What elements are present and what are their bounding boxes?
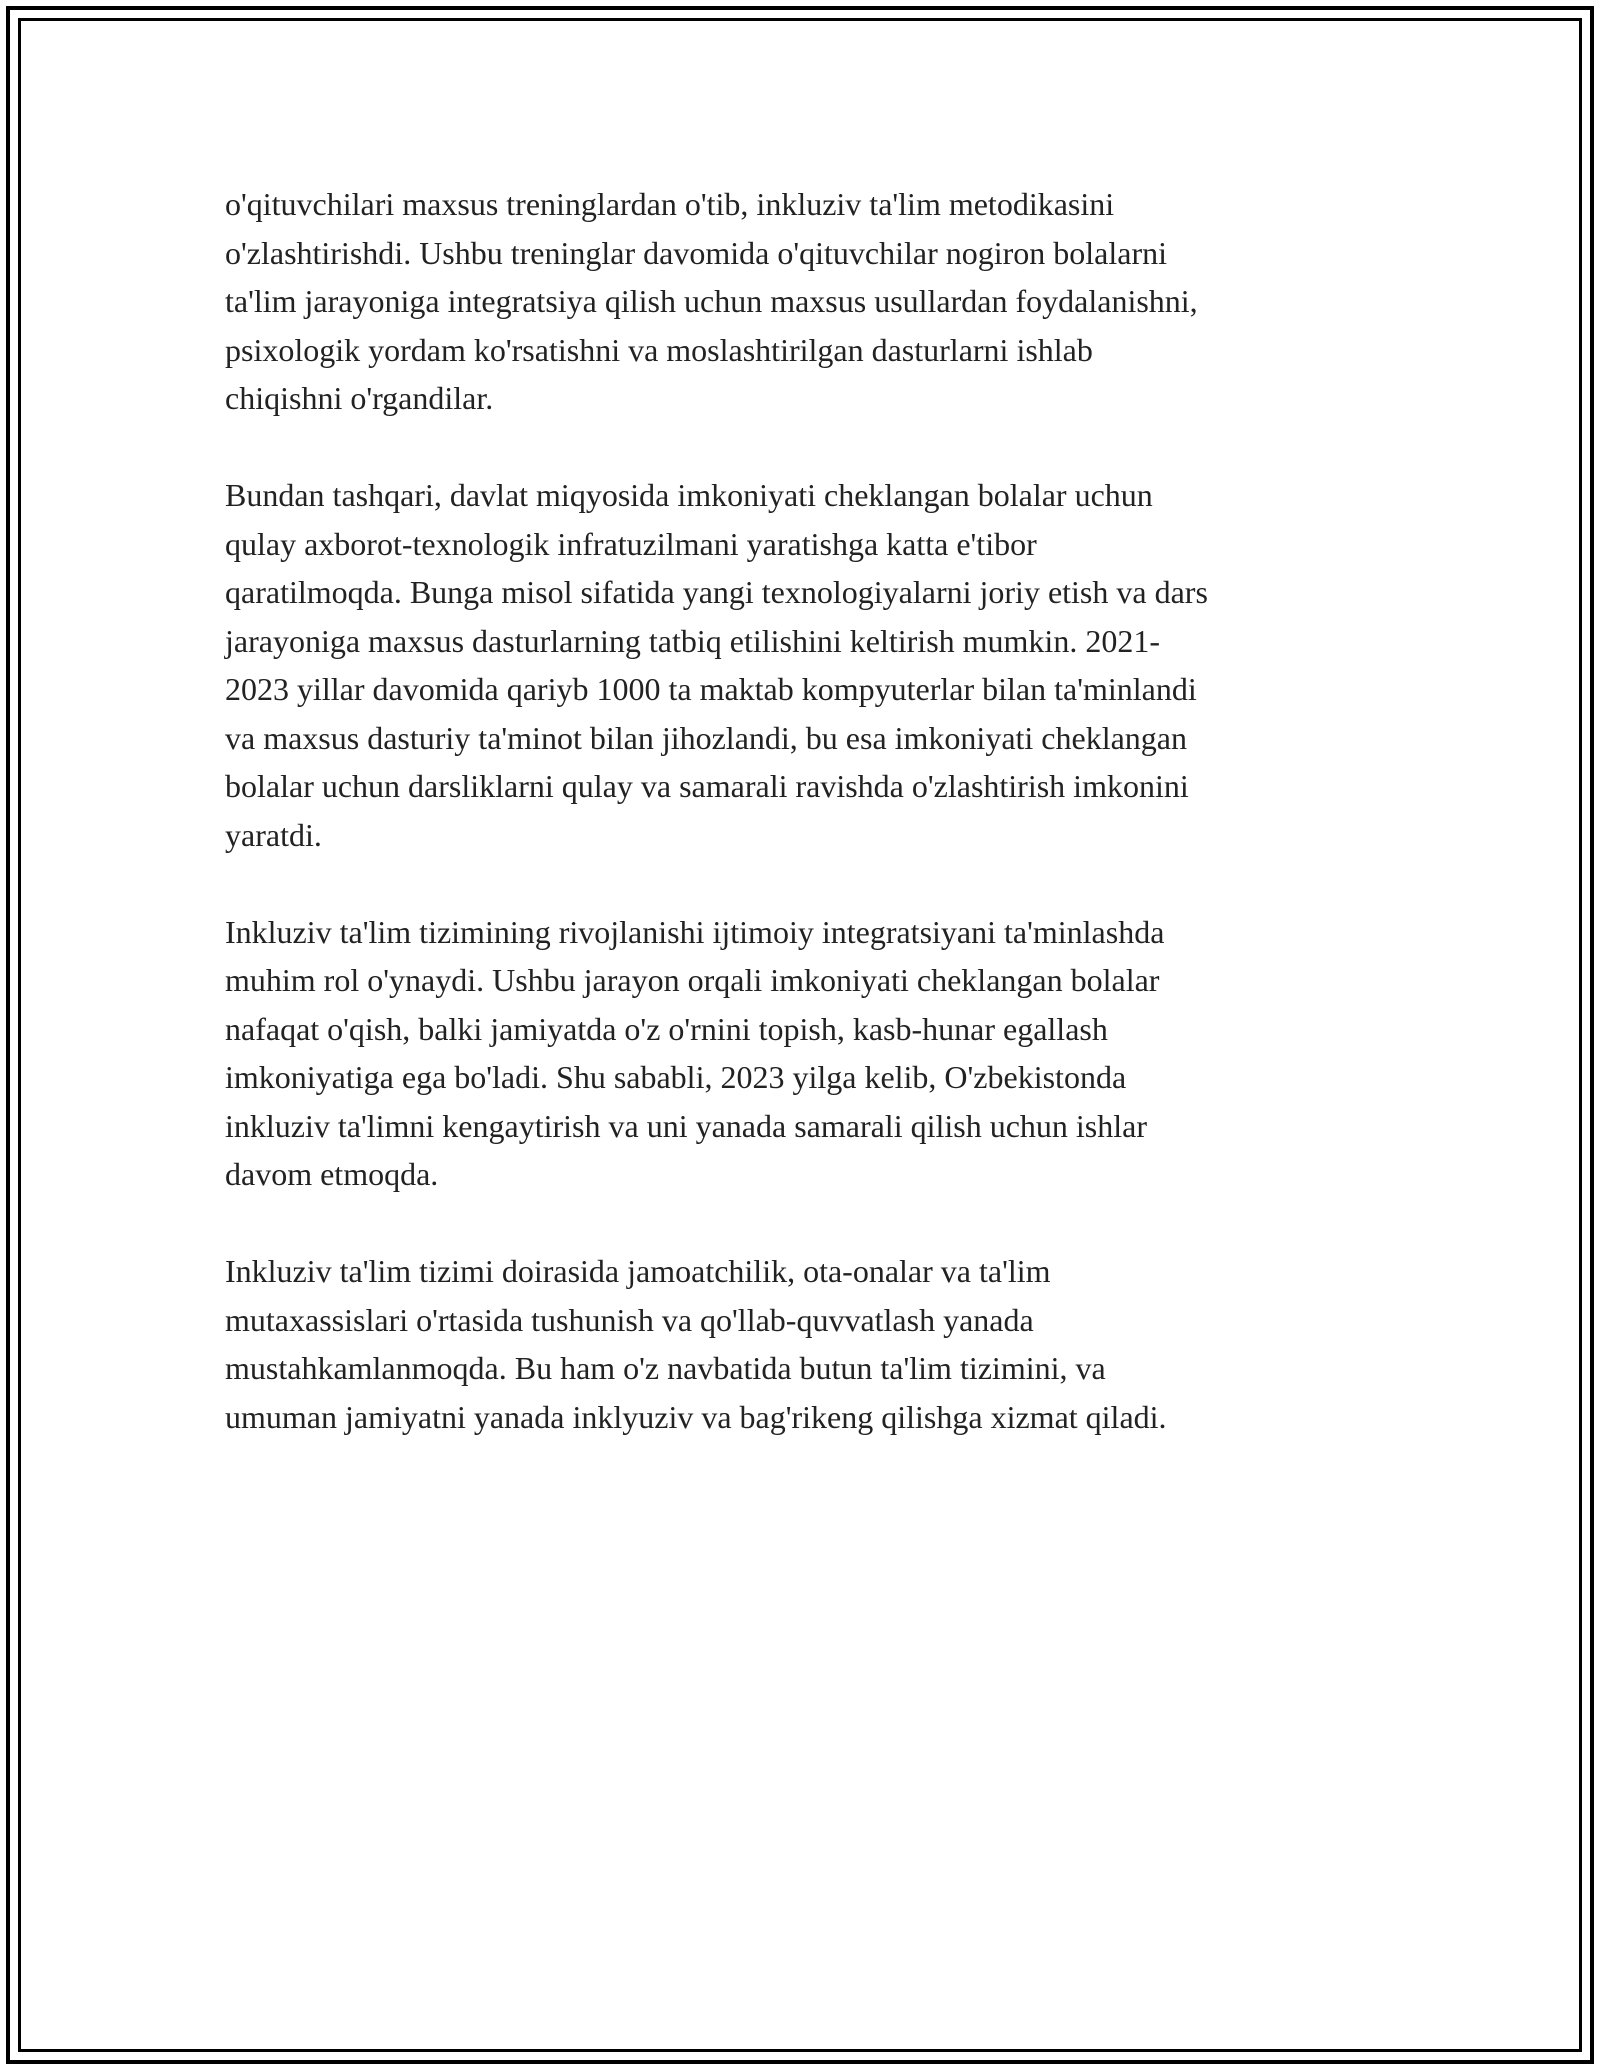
text-line: qaratilmoqda. Bunga misol sifatida yangi texnologiyalarni joriy etish va dars	[225, 574, 1208, 610]
text-line: o'qituvchilari maxsus treninglardan o'tib, inkluziv ta'lim metodikasini	[225, 186, 1115, 222]
text-line: Bundan tashqari, davlat miqyosida imkoniyati cheklangan bolalar uchun	[225, 477, 1153, 513]
text-line: va maxsus dasturiy ta'minot bilan jihozlandi, bu esa imkoniyati cheklangan	[225, 719, 1187, 756]
document-body	[225, 180, 1375, 1490]
paragraph-community-support	[225, 1247, 1375, 1441]
text-line: chiqishni o'rgandilar.	[225, 380, 494, 416]
text-line: inkluziv ta'limni kengaytirish va uni yanada samarali qilish uchun ishlar	[225, 1107, 1147, 1144]
text-line: imkoniyatiga ega bo'ladi. Shu sababli, 2023 yilga kelib, O'zbekistonda	[225, 1059, 1127, 1095]
text-line: qulay axborot-texnologik infratuzilmani yaratishga katta e'tibor	[225, 525, 1037, 562]
paragraph-social-integration	[225, 908, 1375, 1199]
text-line: mustahkamlanmoqda. Bu ham o'z navbatida butun ta'lim tizimini, va	[225, 1350, 1106, 1386]
text-line: davom etmoqda.	[225, 1156, 439, 1192]
text-line: ta'lim jarayoniga integratsiya qilish uchun maxsus usullardan foydalanishni,	[225, 283, 1198, 319]
text-line: yaratdi.	[225, 816, 322, 853]
text-line: umuman jamiyatni yanada inklyuziv va bag'rikeng qilishga xizmat qiladi.	[225, 1398, 1167, 1435]
paragraph-teacher-training	[225, 180, 1375, 423]
text-line: muhim rol o'ynaydi. Ushbu jarayon orqali imkoniyati cheklangan bolalar	[225, 962, 1160, 998]
text-line: 2023 yillar davomida qariyb 1000 ta maktab kompyuterlar bilan ta'minlandi	[225, 671, 1197, 707]
text-line: bolalar uchun darsliklarni qulay va samarali ravishda o'zlashtirish imkonini	[225, 768, 1189, 804]
text-line: mutaxassislari o'rtasida tushunish va qo'llab-quvvatlash yanada	[225, 1301, 1034, 1338]
paragraph-infrastructure	[225, 471, 1375, 859]
text-line: psixologik yordam ko'rsatishni va moslashtirilgan dasturlarni ishlab	[225, 331, 1093, 368]
text-line: jarayoniga maxsus dasturlarning tatbiq etilishini keltirish mumkin. 2021-	[225, 622, 1160, 659]
text-line: nafaqat o'qish, balki jamiyatda o'z o'rnini topish, kasb-hunar egallash	[225, 1010, 1108, 1047]
text-line: o'zlashtirishdi. Ushbu treninglar davomida o'qituvchilar nogiron bolalarni	[225, 234, 1167, 271]
text-line: Inkluziv ta'lim tizimi doirasida jamoatchilik, ota-onalar va ta'lim	[225, 1253, 1051, 1289]
text-line: Inkluziv ta'lim tizimining rivojlanishi ijtimoiy integratsiyani ta'minlashda	[225, 913, 1165, 950]
